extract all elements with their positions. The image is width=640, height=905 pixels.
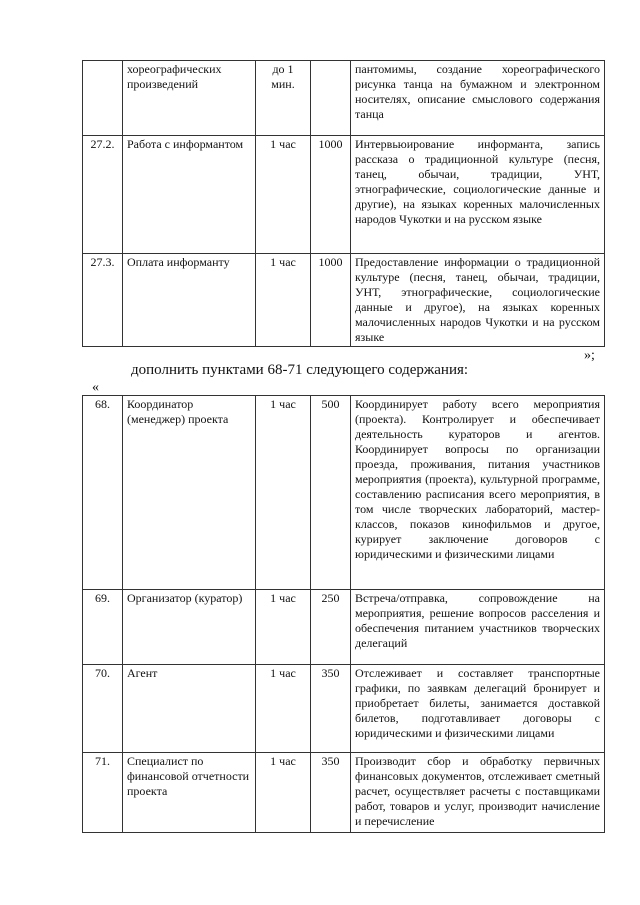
services-table-additions [82,395,605,833]
unit-of-measure: 1 час [256,753,311,833]
unit-of-measure: 1 час [256,590,311,665]
unit-of-measure: 1 час [256,136,311,254]
row-number: 27.3. [83,254,123,347]
service-name: хореографических произведений [123,61,256,136]
price-value: 500 [311,396,351,590]
services-table-continued [82,60,605,347]
table-row [83,753,605,833]
price-value: 1000 [311,136,351,254]
row-number: 68. [83,396,123,590]
price-value: 1000 [311,254,351,347]
table-row [83,136,605,254]
service-name: Организатор (куратор) [123,590,256,665]
unit-of-measure: 1 час [256,396,311,590]
table-row [83,590,605,665]
unit-of-measure: 1 час [256,665,311,753]
price-value [311,61,351,136]
price-value: 350 [311,753,351,833]
service-description: Встреча/отправка, сопровождение на мероприятия, решение вопросов расселения и обеспечения питанием участников творческих делегаций [351,590,605,665]
opening-quote: « [92,380,99,395]
service-description: пантомимы, создание хореографического рисунка танца на бумажном и электронном носителях, описание смыслового содержания танца [351,61,605,136]
table-row [83,254,605,347]
row-number: 69. [83,590,123,665]
price-value: 350 [311,665,351,753]
service-name: Координатор (менеджер) проекта [123,396,256,590]
closing-quote: »; [584,348,595,363]
service-description: Координирует работу всего мероприятия (проекта). Контролирует и обеспечивает деятельность кураторов и агентов. Координирует вопросы по организации проезда, проживания, питания участников мероприятия (проекта), культурной программе, составлению расписания всего мероприятия, в том числе творческих лабораторий, мастер-классов, показов кинофильмов и другое, курирует заключение договоров с юридическими и физическими лицами [351,396,605,590]
amendment-instruction: дополнить пунктами 68-71 следующего содержания: [131,362,469,378]
table-row [83,61,605,136]
service-name: Агент [123,665,256,753]
row-number: 71. [83,753,123,833]
row-number [83,61,123,136]
service-description: Производит сбор и обработку первичных финансовых документов, отслеживает сметный расчет, осуществляет расчеты с поставщиками работ, товаров и услуг, производит начисление и перечисление [351,753,605,833]
price-value: 250 [311,590,351,665]
service-name: Оплата информанту [123,254,256,347]
table-row [83,396,605,590]
service-name: Работа с информантом [123,136,256,254]
service-description: Предоставление информации о традиционной культуре (песня, танец, обычаи, традиции, УНТ, этнографические, социологические данные и другое), на языках коренных малочисленных народов Чукотки и на русском языке [351,254,605,347]
table-row [83,665,605,753]
unit-of-measure: до 1 мин. [256,61,311,136]
service-name: Специалист по финансовой отчетности проекта [123,753,256,833]
row-number: 70. [83,665,123,753]
unit-of-measure: 1 час [256,254,311,347]
service-description: Интервьюирование информанта, запись рассказа о традиционной культуре (песня, танец, обычаи, традиции, УНТ, этнографические, социологические данные и другие), на языках коренных малочисленных народов Чукотки и на русском языке [351,136,605,254]
service-description: Отслеживает и составляет транспортные графики, по заявкам делегаций бронирует и приобретает билеты, занимается доставкой билетов, подготавливает договоры с юридическими и физическими лицами [351,665,605,753]
row-number: 27.2. [83,136,123,254]
